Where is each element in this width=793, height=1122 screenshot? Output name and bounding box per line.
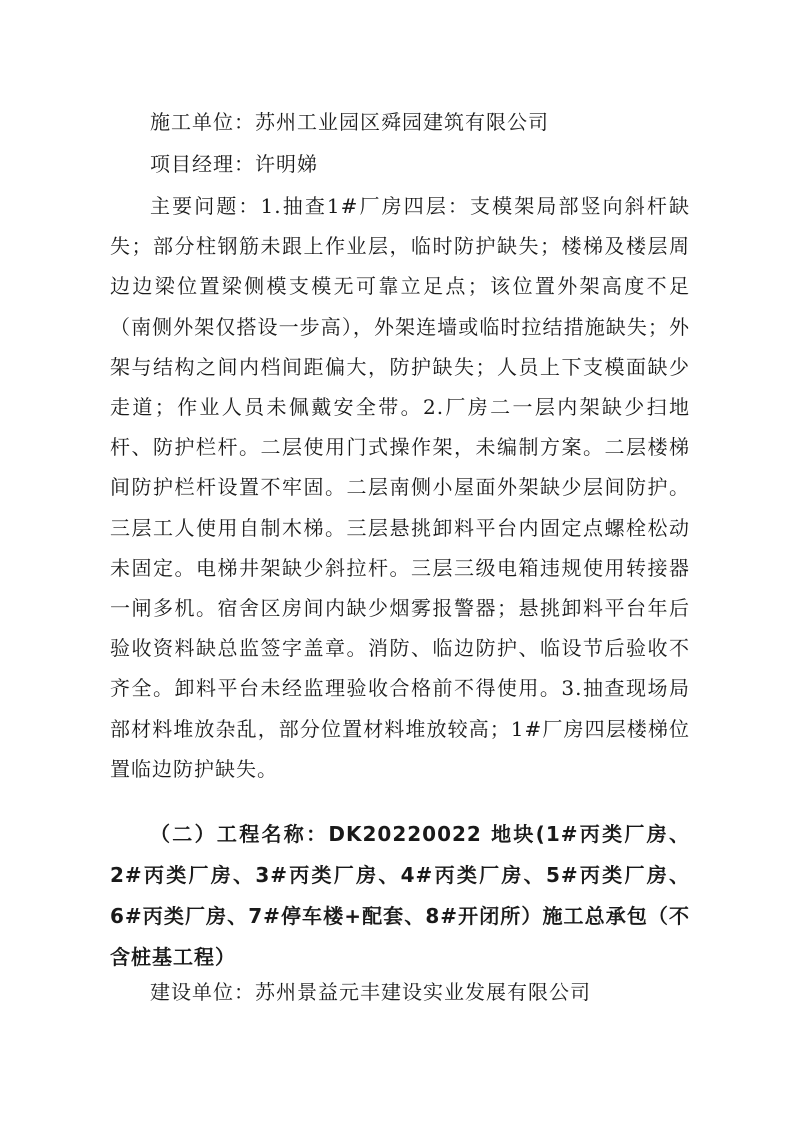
construction-unit-line: 施工单位：苏州工业园区舜园建筑有限公司 [150,110,549,134]
project-manager-line: 项目经理：许明娣 [150,152,318,176]
developer-line: 建设单位：苏州景益元丰建设实业发展有限公司 [150,980,591,1004]
main-problems-paragraph: 主要问题：1.抽查1#厂房四层：支模架局部竖向斜杆缺失；部分柱钢筋未跟上作业层，临时防护缺失；楼梯及楼层周边边梁位置梁侧模支模无可靠立足点；该位置外架高度不足（南侧外架仅搭设一步高），外架连墙或临时拉结措施缺失；外架与结构之间内档间距偏大，防护缺失；人员上下支模面缺少走道；作业人员未佩戴安全带。2.厂房二一层内架缺少扫地杆、防护栏杆。二层使用门式操作架，未编制方案。二层楼梯间防护栏杆设置不牢固。二层南侧小屋面外架缺少层间防护。三层工人使用自制木梯。三层悬挑卸料平台内固定点螺栓松动未固定。电梯井架缺少斜拉杆。三层三级电箱违规使用转接器一闸多机。宿舍区房间内缺少烟雾报警器；悬挑卸料平台年后验收资料缺总监签字盖章。消防、临边防护、临设节后验收不齐全。卸料平台未经监理验收合格前不得使用。3.抽查现场局部材料堆放杂乱，部分位置材料堆放较高；1#厂房四层楼梯位置临边防护缺失。 [110,194,690,781]
project-name-heading: （二）工程名称：DK20220022 地块(1#丙类厂房、2#丙类厂房、3#丙类厂房、4#丙类厂房、5#丙类厂房、6#丙类厂房、7#停车楼+配套、8#开闭所）施工总承包（不含桩基工程） [110,822,690,969]
